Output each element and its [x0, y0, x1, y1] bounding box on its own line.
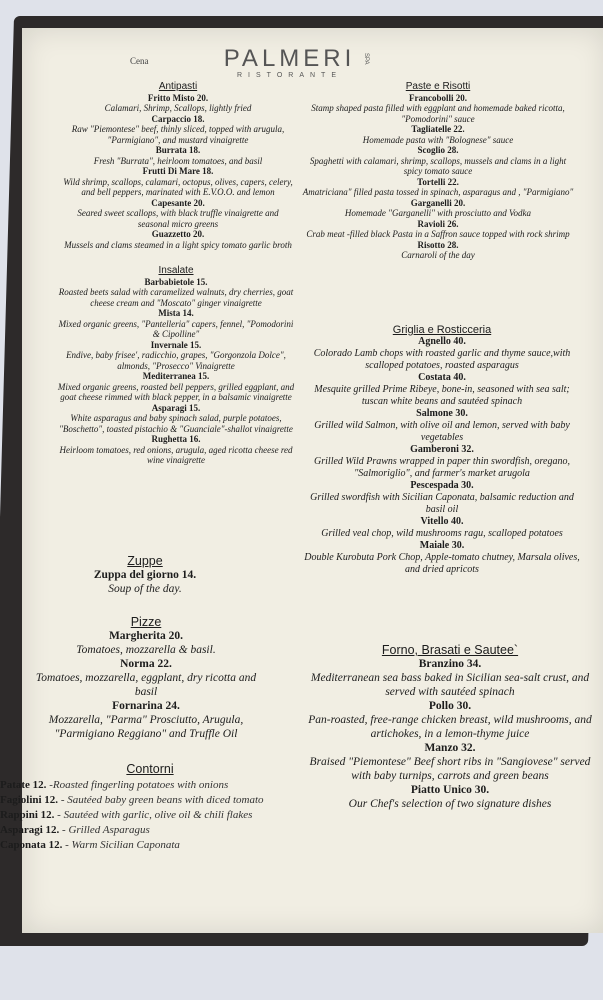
- dish-name: Rughetta 16.: [151, 434, 201, 444]
- pasta-heading: Paste e Risotti: [405, 81, 471, 92]
- contorni-name: Fagiolini 12.: [0, 794, 59, 806]
- dish-name: Vitello 40.: [420, 516, 464, 527]
- dish-description: Raw "Piemontese" beef, thinly sliced, topped with arugula, "Parmigiano", and mustard vinaigrette: [71, 124, 285, 145]
- contorni-item: [0, 778, 264, 793]
- contorni-list: [0, 778, 264, 853]
- zuppe-section: [70, 552, 220, 596]
- dish-name: Zuppa del giorno 14.: [93, 569, 197, 581]
- dish-name: Fornarina 24.: [112, 700, 180, 712]
- logo-name: PALMERI: [223, 45, 356, 72]
- pasta-section: [302, 80, 574, 261]
- dish-description: Grilled swordfish with Sicilian Caponata, balsamic reduction and basil oil: [310, 492, 574, 515]
- dish-description: Mozzarella, "Parma" Prosciutto, Arugula, "Parmigiano Reggiano" and Truffle Oil: [48, 714, 244, 740]
- dish-name: Salmone 30.: [416, 408, 468, 419]
- dish-description: Double Kurobuta Pork Chop, Apple-tomato chutney, Marsala olives, and dried apricots: [304, 552, 580, 575]
- dish-description: Crab meat -filled black Pasta in a Saffron sauce topped with rock shrimp: [306, 229, 570, 239]
- dish-name: Agnello 40.: [418, 336, 466, 347]
- dish-name: Pollo 30.: [428, 700, 472, 712]
- contorni-heading: Contorni: [126, 762, 174, 776]
- dish-name: Francobolli 20.: [409, 92, 467, 103]
- dish-description: Tomatoes, mozzarella & basil.: [76, 644, 216, 656]
- dish-description: Homemade pasta with "Bolognese" sauce: [362, 134, 514, 145]
- dish-name: Risotto 28.: [417, 239, 459, 250]
- dish-description: Fresh "Burrata", heirloom tomatoes, and basil: [93, 155, 263, 166]
- dish-description: Grilled veal chop, wild mushrooms ragu, scalloped potatoes: [321, 528, 563, 539]
- logo-subtitle: RISTORANTE: [237, 72, 342, 79]
- dish-description: Seared sweet scallops, with black truffle vinaigrette and seasonal micro greens: [77, 208, 279, 229]
- dish-name: Tortelli 22.: [417, 176, 459, 187]
- dish-name: Guazzetto 20.: [151, 229, 205, 239]
- dish-name: Gamberoni 32.: [410, 444, 474, 455]
- griglia-section: [300, 322, 584, 576]
- contorni-description: - Warm Sicilian Caponata: [65, 839, 180, 851]
- dish-description: Mussels and clams steamed in a light spicy tomato garlic broth: [64, 239, 292, 250]
- dish-name: Fritto Misto 20.: [147, 92, 209, 103]
- dish-description: Tomatoes, mozzarella, eggplant, dry ricotta and basil: [35, 672, 257, 698]
- insalate-heading: Insalate: [158, 265, 194, 276]
- dish-name: Tagliatelle 22.: [411, 124, 465, 134]
- dish-description: Grilled Wild Prawns wrapped in paper thin swordfish, oregano, "Salmoriglio", and farmer's market arugola: [314, 456, 570, 479]
- dish-name: Mista 14.: [158, 308, 194, 318]
- logo-spa: SPA: [363, 53, 369, 65]
- griglia-heading: Griglia e Rosticceria: [392, 324, 492, 336]
- contorni-item: [0, 793, 264, 808]
- dish-description: Spaghetti with calamari, shrimp, scallops, mussels and clams in a light spicy tomato sauce: [309, 155, 567, 176]
- contorni-name: Asparagi 12.: [0, 824, 60, 836]
- dish-description: Pan-roasted, free-range chicken breast, wild mushrooms, and artichokes, in a lemon-thyme juice: [308, 714, 592, 740]
- contorni-description: - Sautéed baby green beans with diced tomato: [60, 794, 264, 806]
- contorni-name: Patate 12.: [0, 779, 47, 791]
- insalate-section: [56, 264, 296, 466]
- contorni-description: -Roasted fingerling potatoes with onions: [49, 779, 229, 791]
- dish-name: Asparagi 15.: [151, 402, 201, 413]
- antipasti-heading: Antipasti: [158, 81, 198, 92]
- dish-description: Braised "Piemontese" Beef short ribs in "Sangiovese" served with baby turnips, carrots and green beans: [309, 756, 591, 782]
- contorni-heading-wrap: [110, 760, 190, 776]
- forno-section: [300, 641, 600, 811]
- pizze-heading: Pizze: [130, 615, 162, 629]
- antipasti-section: [62, 80, 294, 250]
- dish-name: Barbabietole 15.: [144, 276, 208, 287]
- dish-description: Mesquite grilled Prime Ribeye, bone-in, seasoned with sea salt; tuscan white beans and sautéed spinach: [314, 384, 570, 407]
- dish-name: Capesante 20.: [151, 197, 205, 208]
- dish-description: Stamp shaped pasta filled with eggplant and homemade baked ricotta, "Pomodorini" sauce: [311, 103, 565, 124]
- dish-description: Mixed organic greens, roasted bell peppers, grilled eggplant, and goat cheese rimmed with black pepper, in a balsamic vinaigrette: [57, 381, 295, 402]
- dish-description: Soup of the day.: [108, 583, 182, 595]
- dish-name: Garganelli 20.: [410, 197, 466, 208]
- dish-name: Norma 22.: [120, 658, 172, 670]
- dish-description: Carnaroli of the day: [401, 250, 475, 260]
- dish-name: Burrata 18.: [155, 145, 201, 155]
- dish-name: Ravioli 26.: [417, 218, 459, 229]
- dish-description: White asparagus and baby spinach salad, purple potatoes, "Boschetto", toasted pistachio & "Guanciale"-shallot vinaigrette: [59, 413, 293, 434]
- zuppe-heading: Zuppe: [127, 554, 163, 568]
- dish-description: Wild shrimp, scallops, calamari, octopus, olives, capers, celery, and bell peppers, marinated with E.V.O.O. and lemon: [63, 176, 293, 197]
- contorni-description: - Grilled Asparagus: [62, 824, 150, 836]
- dish-name: Branzino 34.: [418, 658, 482, 670]
- dish-name: Carpaccio 18.: [151, 113, 205, 124]
- contorni-description: - Sautéed with garlic, olive oil & chili flakes: [57, 809, 253, 821]
- dish-description: Homemade "Garganelli" with prosciutto and Vodka: [344, 208, 532, 218]
- dish-description: Colorado Lamb chops with roasted garlic and thyme sauce,with scalloped potatoes, roasted asparagus: [313, 348, 571, 371]
- pizze-section: [26, 613, 266, 741]
- dish-description: Calamari, Shrimp, Scallops, lightly fried: [104, 103, 252, 113]
- dish-name: Mediterranea 15.: [142, 371, 210, 381]
- dish-name: Invernale 15.: [150, 339, 202, 350]
- dish-name: Frutti Di Mare 18.: [142, 166, 214, 176]
- forno-heading: Forno, Brasati e Sautee`: [381, 643, 519, 657]
- contorni-item: [0, 838, 264, 853]
- dish-description: Mediterranean sea bass baked in Sicilian sea-salt crust, and served with sautéed spinach: [310, 672, 590, 698]
- cena-label: Cena: [130, 56, 149, 66]
- dish-description: Mixed organic greens, "Pantelleria" capers, fennel, "Pomodorini & Cipolline": [58, 318, 294, 339]
- dish-description: Amatriciana" filled pasta tossed in spinach, asparagus and , "Parmigiano": [302, 187, 574, 197]
- dish-description: Our Chef's selection of two signature dishes: [348, 798, 552, 810]
- dish-name: Scoglio 28.: [417, 145, 459, 155]
- contorni-item: [0, 823, 264, 838]
- dish-name: Manzo 32.: [424, 742, 476, 754]
- dish-name: Costata 40.: [418, 372, 466, 383]
- dish-description: Grilled wild Salmon, with olive oil and lemon, served with baby vegetables: [314, 420, 570, 443]
- dish-name: Maiale 30.: [419, 540, 465, 551]
- contorni-name: Caponata 12.: [0, 839, 63, 851]
- dish-description: Roasted beets salad with caramelized walnuts, dry cherries, goat cheese cream and "Moscato" ginger vinaigrette: [58, 287, 294, 308]
- contorni-item: [0, 808, 264, 823]
- dish-name: Margherita 20.: [108, 630, 184, 642]
- contorni-name: Rappini 12.: [0, 809, 55, 821]
- restaurant-logo: [222, 45, 369, 79]
- dish-name: Pescespada 30.: [410, 480, 474, 491]
- dish-description: Heirloom tomatoes, red onions, arugula, aged ricotta cheese red wine vinaigrette: [59, 444, 293, 465]
- dish-description: Endive, baby frisee', radicchio, grapes, "Gorgonzola Dolce", almonds, "Prosecco" Vinaigrette: [66, 350, 286, 371]
- dish-name: Piatto Unico 30.: [410, 784, 490, 796]
